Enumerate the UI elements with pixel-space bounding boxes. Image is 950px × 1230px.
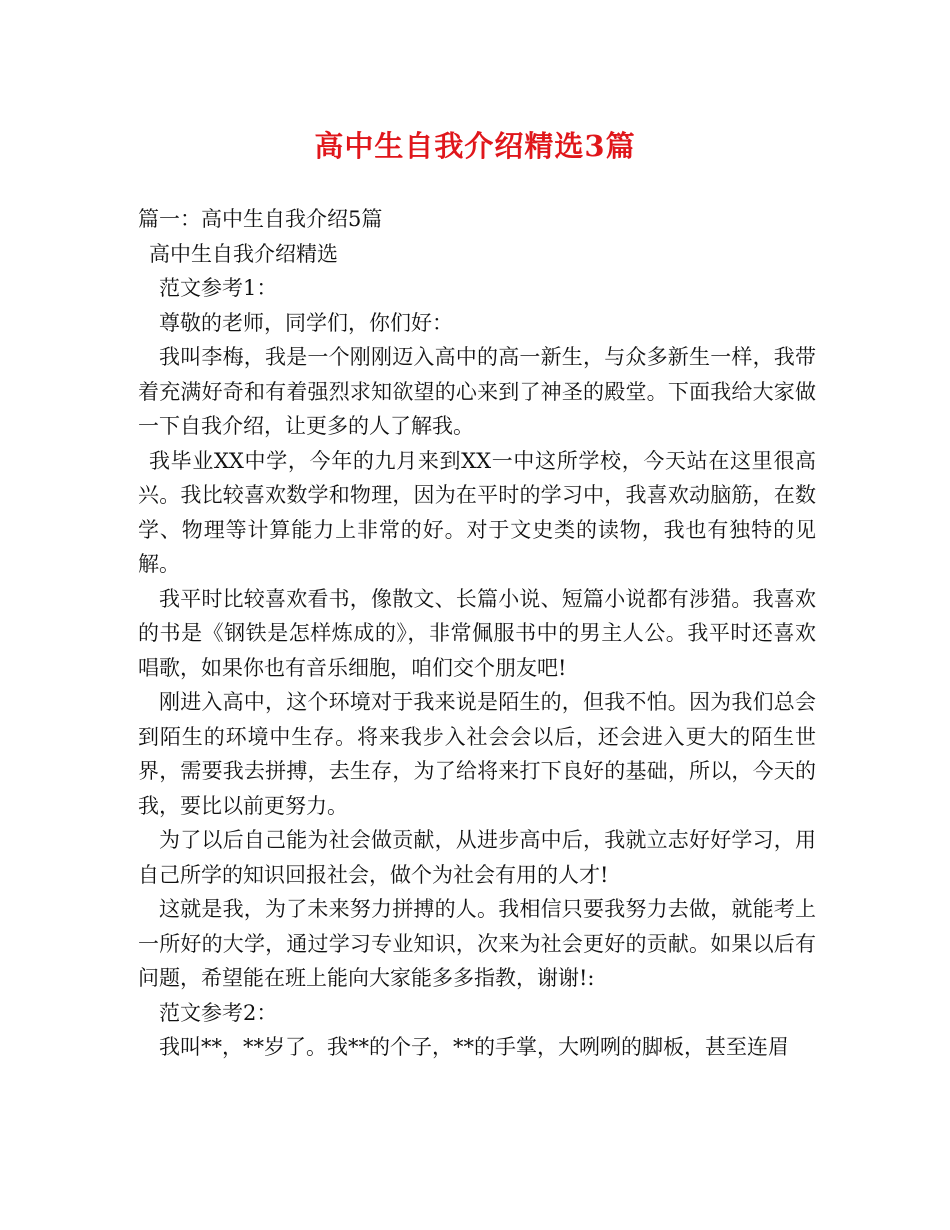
paragraph: 为了以后自己能为社会做贡献，从进步高中后，我就立志好好学习，用自己所学的知识回报社会，做个为社会有用的人才! (138, 828, 816, 887)
document-title: 高中生自我介绍精选3篇 (314, 129, 636, 163)
sample-label-1: 范文参考1： (159, 276, 278, 300)
sample-label-2: 范文参考2： (159, 1000, 278, 1025)
paragraph: 刚进入高中，这个环境对于我来说是陌生的，但我不怕。因为我们总会到陌生的环境中生存。将来我步入社会会以后，还会进入更大的陌生世界，需要我去拼搏，去生存，为了给将来打下良好的基础，所以，今天的我，要比以前更努力。 (138, 690, 816, 818)
paragraph: 我平时比较喜欢看书，像散文、长篇小说、短篇小说都有涉猎。我喜欢的书是《钢铁是怎样炼成的》，非常佩服书中的男主人公。我平时还喜欢唱歌，如果你也有音乐细胞，咱们交个朋友吧! (138, 586, 816, 680)
paragraph: 我毕业XX中学，今年的九月来到XX一中这所学校，今天站在这里很高兴。我比较喜欢数学和物理，因为在平时的学习中，我喜欢动脑筋，在数学、物理等计算能力上非常的好。对于文史类的读物，我也有独特的见解。 (138, 448, 816, 576)
document-body (138, 202, 816, 1065)
paragraph: 这就是我，为了未来努力拼搏的人。我相信只要我努力去做，就能考上一所好的大学，通过学习专业知识，次来为社会更好的贡献。如果以后有问题，希望能在班上能向大家能多多指教，谢谢!: (138, 897, 816, 990)
sub-heading: 高中生自我介绍精选 (149, 241, 338, 266)
paragraph: 我叫李梅，我是一个刚刚迈入高中的高一新生，与众多新生一样，我带着充满好奇和有着强烈求知欲望的心来到了神圣的殿堂。下面我给大家做一下自我介绍，让更多的人了解我。 (138, 345, 816, 438)
section-heading: 篇一：高中生自我介绍5篇 (138, 207, 383, 231)
paragraph: 我叫**，**岁了。我**的个子，**的手掌，大咧咧的脚板，甚至连眉 (159, 1035, 789, 1059)
greeting: 尊敬的老师，同学们，你们好： (159, 310, 453, 335)
